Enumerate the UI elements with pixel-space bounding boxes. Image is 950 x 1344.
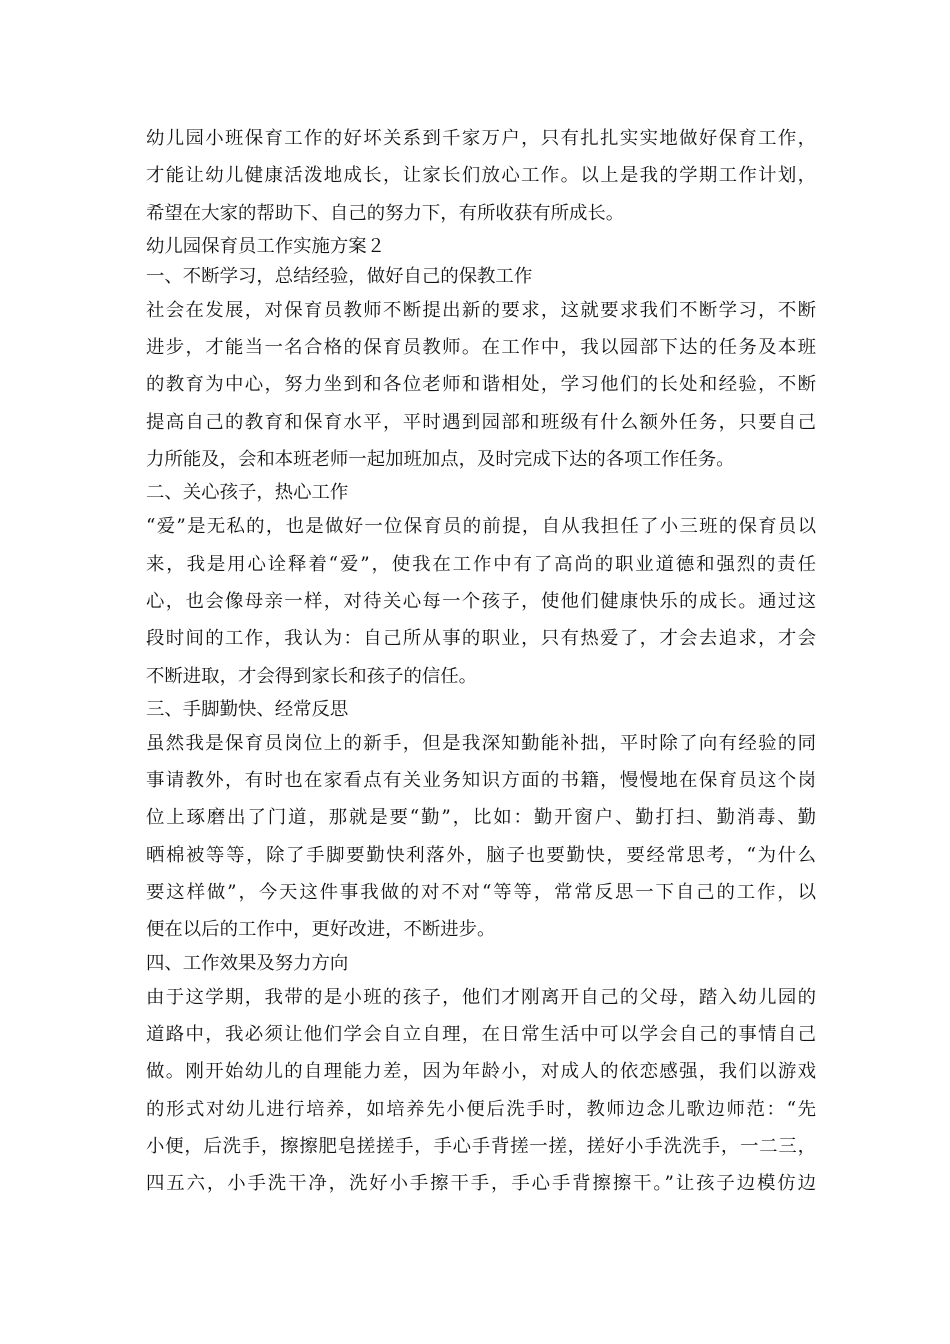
section-heading: 幼儿园保育员工作实施方案２ xyxy=(146,235,386,257)
section-heading: 四、工作效果及努力方向 xyxy=(146,952,349,974)
section-heading: 三、手脚勤快、经常反思 xyxy=(146,698,349,720)
paragraph-line: 才能让幼儿健康活泼地成长，让家长们放心工作。以上是我的学期工作计划， xyxy=(146,165,816,187)
paragraph-line: 四五六，小手洗干净，洗好小手擦干手，手心手背擦擦干。”让孩子边模仿边 xyxy=(146,1173,816,1195)
paragraph-line: 做。刚开始幼儿的自理能力差，因为年龄小，对成人的依恋感强，我们以游戏 xyxy=(146,1061,816,1083)
paragraph-line: 来，我是用心诠释着“爱”，使我在工作中有了高尚的职业道德和强烈的责任 xyxy=(146,553,816,575)
paragraph-line: 位上琢磨出了门道，那就是要“勤”，比如：勤开窗户、勤打扫、勤消毒、勤 xyxy=(146,807,816,829)
paragraph-line: 力所能及，会和本班老师一起加班加点，及时完成下达的各项工作任务。 xyxy=(146,449,735,471)
paragraph-line: 晒棉被等等，除了手脚要勤快利落外，脑子也要勤快，要经常思考，“为什么 xyxy=(146,844,816,866)
section-heading: 二、关心孩子，热心工作 xyxy=(146,482,349,504)
paragraph-line: 要这样做”，今天这件事我做的对不对“等等，常常反思一下自己的工作，以 xyxy=(146,882,816,904)
paragraph-line: 事请教外，有时也在家看点有关业务知识方面的书籍，慢慢地在保育员这个岗 xyxy=(146,770,816,792)
paragraph-line: 心，也会像母亲一样，对待关心每一个孩子，使他们健康快乐的成长。通过这 xyxy=(146,590,816,612)
paragraph-line: 便在以后的工作中，更好改进，不断进步。 xyxy=(146,919,496,941)
paragraph-line: 幼儿园小班保育工作的好坏关系到千家万户，只有扎扎实实地做好保育工作， xyxy=(146,128,816,149)
paragraph-line: “爱”是无私的，也是做好一位保育员的前提，自从我担任了小三班的保育员以 xyxy=(146,516,816,538)
paragraph-line: 希望在大家的帮助下、自己的努力下，有所收获有所成长。 xyxy=(146,202,625,224)
paragraph-line: 进步，才能当一名合格的保育员教师。在工作中，我以园部下达的任务及本班 xyxy=(146,337,816,359)
paragraph-line: 由于这学期，我带的是小班的孩子，他们才刚离开自己的父母，踏入幼儿园的 xyxy=(146,986,816,1008)
paragraph-line: 道路中，我必须让他们学会自立自理，在日常生活中可以学会自己的事情自己 xyxy=(146,1023,816,1045)
section-heading: 一、不断学习，总结经验，做好自己的保教工作 xyxy=(146,265,533,287)
paragraph-line: 小便，后洗手，擦擦肥皂搓搓手，手心手背搓一搓，搓好小手洗洗手，一二三， xyxy=(146,1135,816,1157)
document-body xyxy=(146,120,816,1202)
paragraph-line: 不断进取，才会得到家长和孩子的信任。 xyxy=(146,665,478,687)
paragraph-line: 的教育为中心，努力坐到和各位老师和谐相处，学习他们的长处和经验，不断 xyxy=(146,374,816,396)
paragraph-line: 社会在发展，对保育员教师不断提出新的要求，这就要求我们不断学习，不断 xyxy=(146,299,816,321)
paragraph-line: 提高自己的教育和保育水平，平时遇到园部和班级有什么额外任务，只要自己 xyxy=(146,411,816,433)
paragraph-line: 的形式对幼儿进行培养，如培养先小便后洗手时，教师边念儿歌边师范：“先 xyxy=(146,1098,816,1120)
paragraph-line: 虽然我是保育员岗位上的新手，但是我深知勤能补拙，平时除了向有经验的同 xyxy=(146,732,816,754)
paragraph-line: 段时间的工作，我认为：自己所从事的职业，只有热爱了，才会去追求，才会 xyxy=(146,628,816,650)
